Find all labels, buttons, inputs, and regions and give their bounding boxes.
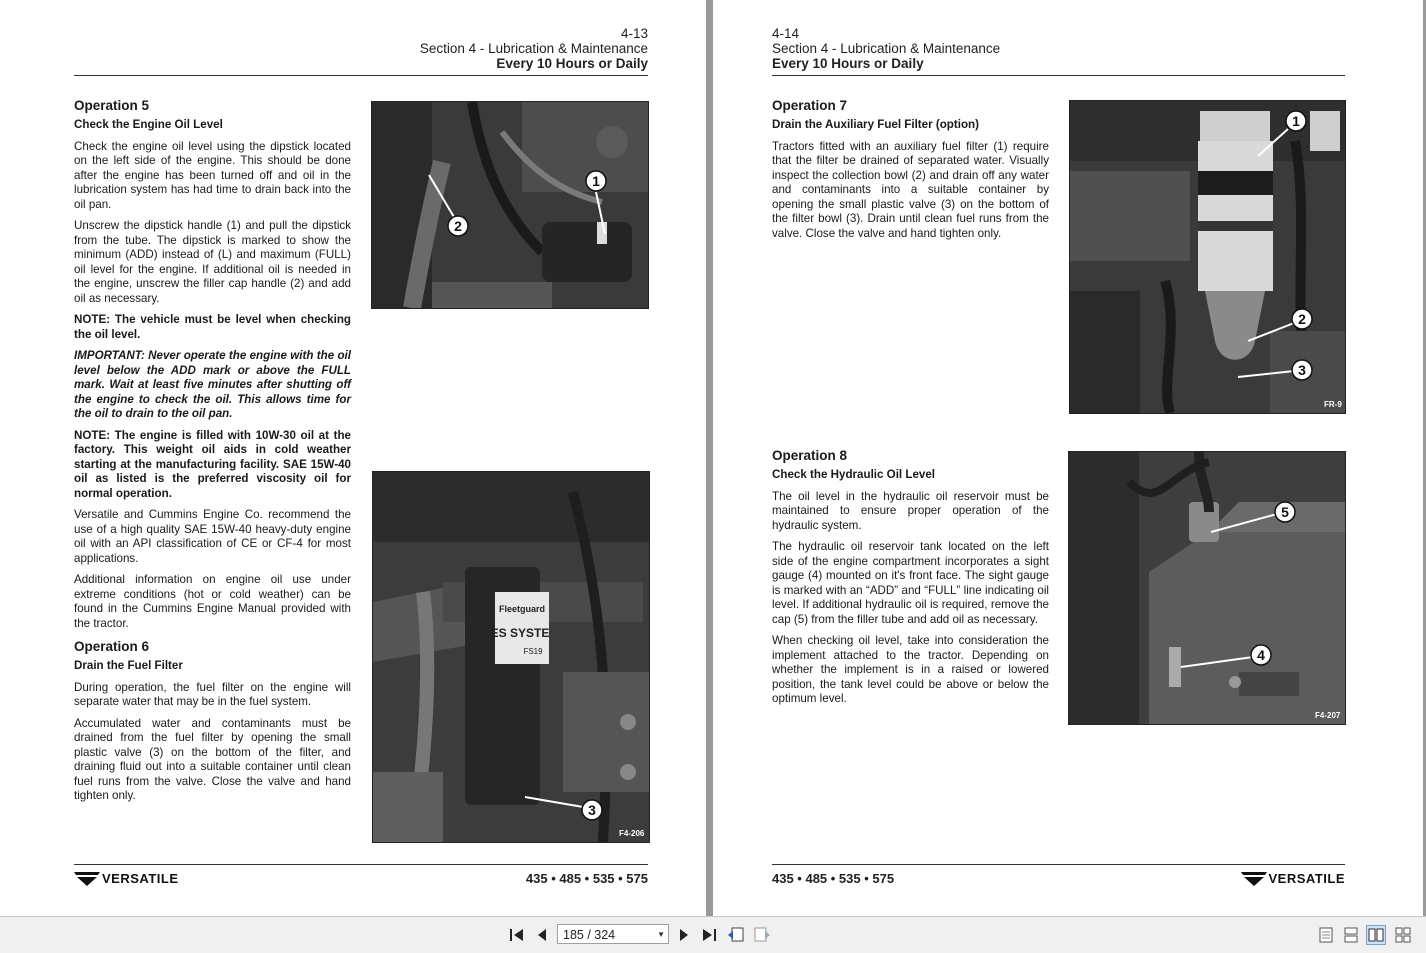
important-note: IMPORTANT: Never operate the engine with the oil level below the ADD mark or above the FULL mark. Wait at least five minutes after shutting off the engine to check the oil. This allows time for the oil to drain to the oil pan. — [74, 349, 351, 420]
logo-text: VERSATILE — [1268, 870, 1345, 886]
figure-id: F4-206 — [619, 829, 645, 838]
versatile-v-icon — [74, 870, 100, 886]
next-page-button[interactable] — [674, 925, 694, 945]
page-indicator: 185 / 324 — [563, 928, 616, 942]
chevron-down-icon[interactable]: ▼ — [657, 930, 665, 939]
footer-rule — [74, 864, 648, 865]
operation-title: Operation 6 — [74, 639, 150, 654]
continuous-facing-view-button[interactable] — [1393, 925, 1413, 945]
page-header-left — [420, 26, 648, 71]
first-page-icon — [509, 928, 525, 942]
operation-title: Operation 7 — [772, 98, 848, 113]
page-number: 4-13 — [620, 26, 648, 41]
paragraph: The oil level in the hydraulic oil reservoir must be maintained to ensure proper operation of the hydraulic system. — [772, 489, 1049, 532]
paragraph: When checking oil level, take into consideration the implement attached to the tractor. Depending on whether the implement is in a raised or lowered position, the tank level could be above or below the optimum level. — [772, 634, 1049, 705]
single-page-view-button[interactable] — [1316, 925, 1336, 945]
page-header-right — [772, 26, 1000, 71]
single-page-icon — [1319, 927, 1333, 943]
first-page-button[interactable] — [507, 925, 527, 945]
note: NOTE: The vehicle must be level when checking the oil level. — [74, 313, 351, 341]
facing-pages-view-button[interactable] — [1366, 925, 1386, 945]
versatile-logo — [1241, 870, 1346, 886]
filter-label-code: FS19 — [523, 647, 543, 656]
filter-label-system: ES SYSTE — [490, 626, 550, 640]
photo-auxiliary-fuel-filter — [1069, 100, 1346, 414]
back-view-icon — [727, 927, 745, 943]
last-page-icon — [701, 928, 717, 942]
forward-view-icon — [753, 927, 771, 943]
interval-title: Every 10 Hours or Daily — [496, 56, 648, 71]
section-title: Section 4 - Lubrication & Maintenance — [419, 41, 648, 56]
photo-fuel-filter — [372, 471, 650, 843]
callout-3: 3 — [1298, 362, 1306, 378]
paragraph: The hydraulic oil reservoir tank located on the left side of the engine compartment incorporates a sight gauge (4) mounted on it's front face. The sight gauge is marked with an “ADD” and “FULL” line indicating oil level. If additional hydraulic oil is required, remove the cap (5) from the filler tube and add oil as necessary. — [772, 540, 1049, 626]
page-number: 4-14 — [772, 26, 800, 41]
header-rule — [772, 75, 1345, 76]
logo-text: VERSATILE — [102, 870, 179, 886]
operation-title: Operation 8 — [772, 448, 848, 463]
callout-2: 2 — [454, 218, 462, 234]
continuous-facing-icon — [1395, 927, 1411, 943]
paragraph: Check the engine oil level using the dipstick located on the left side of the engine. This should be done after the engine has been turned off and oil in the lubrication system has had time to drain back into the oil pan. — [74, 139, 351, 211]
callout-4: 4 — [1257, 647, 1265, 663]
figure-id: FR-9 — [1324, 400, 1342, 409]
continuous-view-button[interactable] — [1341, 925, 1361, 945]
callout-1: 1 — [1292, 113, 1300, 129]
interval-title: Every 10 Hours or Daily — [772, 56, 924, 71]
header-rule — [74, 75, 648, 76]
versatile-logo — [74, 870, 179, 886]
note: NOTE: The engine is filled with 10W-30 oil at the factory. This weight oil aids in cold weather starting at the manufacturing facility. SAE 15W-40 oil as listed is the preferred viscosity oil for normal operation. — [74, 428, 351, 500]
previous-page-icon — [536, 928, 548, 942]
photo-engine-dipstick — [371, 101, 649, 309]
versatile-v-icon — [1241, 870, 1267, 886]
navigation-toolbar — [0, 916, 1426, 953]
forward-view-button[interactable] — [752, 925, 772, 945]
callout-3: 3 — [588, 802, 596, 818]
paragraph: Unscrew the dipstick handle (1) and pull the dipstick from the tube. The dipstick is marked to show the minimum (ADD) instead of (L) and maximum (FULL) oil level for the engine. If additional oil is needed in the engine, unscrew the filler cap handle (2) and add oil as necessary. — [74, 219, 351, 305]
figure-id: F4-207 — [1315, 711, 1341, 720]
last-page-button[interactable] — [699, 925, 719, 945]
facing-pages-icon — [1368, 928, 1384, 942]
operation-subtitle: Check the Engine Oil Level — [74, 118, 223, 131]
next-page-icon — [678, 928, 690, 942]
footer-models: 435 • 485 • 535 • 575 — [525, 871, 648, 886]
callout-1: 1 — [592, 173, 600, 189]
operation-subtitle: Drain the Auxiliary Fuel Filter (option) — [772, 118, 979, 131]
paragraph: Additional information on engine oil use under extreme conditions (hot or cold weather) can be found in the Cummins Engine Manual provided with the tractor. — [74, 573, 351, 630]
operation-subtitle: Check the Hydraulic Oil Level — [772, 468, 936, 481]
back-view-button[interactable] — [726, 925, 746, 945]
footer-models: 435 • 485 • 535 • 575 — [772, 871, 895, 886]
operation-subtitle: Drain the Fuel Filter — [74, 659, 183, 672]
continuous-page-icon — [1344, 927, 1358, 943]
paragraph: Tractors fitted with an auxiliary fuel filter (1) require that the filter be drained of separated water. Visually inspect the collection bowl (2) and drain off any water and contaminants into a suitable container by opening the small plastic valve (3) on the bottom of the filter bowl (3). Drain until clean fuel runs from the valve. Close the valve and hand tighten only. — [772, 139, 1049, 240]
page-number-input[interactable] — [557, 924, 669, 944]
operation-7-text — [772, 98, 1049, 248]
previous-page-button[interactable] — [532, 925, 552, 945]
operation-title: Operation 5 — [74, 98, 150, 113]
callout-2: 2 — [1298, 311, 1306, 327]
page-separator — [706, 0, 713, 916]
operation-8-text — [772, 448, 1049, 714]
paragraph: Versatile and Cummins Engine Co. recommend the use of a high quality SAE 15W-40 heavy-duty engine oil with an API classification of CE or CF-4 for most applications. — [74, 508, 351, 565]
page-left — [0, 0, 706, 916]
paragraph: During operation, the fuel filter on the engine will separate water that may be in the fuel system. — [74, 680, 351, 708]
paragraph: Accumulated water and contaminants must be drained from the fuel filter by opening the small plastic valve (3) on the bottom of the filter, and draining fluid out into a suitable container until clean fuel runs from the valve. Close the valve and hand tighten only. — [74, 716, 351, 802]
filter-label-brand: Fleetguard — [498, 604, 546, 614]
footer-rule — [772, 864, 1345, 865]
page-right — [713, 0, 1423, 916]
operation-6-text — [74, 639, 351, 811]
photo-hydraulic-reservoir — [1068, 451, 1346, 725]
section-title: Section 4 - Lubrication & Maintenance — [772, 41, 1001, 56]
operation-5-text — [74, 98, 351, 638]
callout-5: 5 — [1281, 504, 1289, 520]
